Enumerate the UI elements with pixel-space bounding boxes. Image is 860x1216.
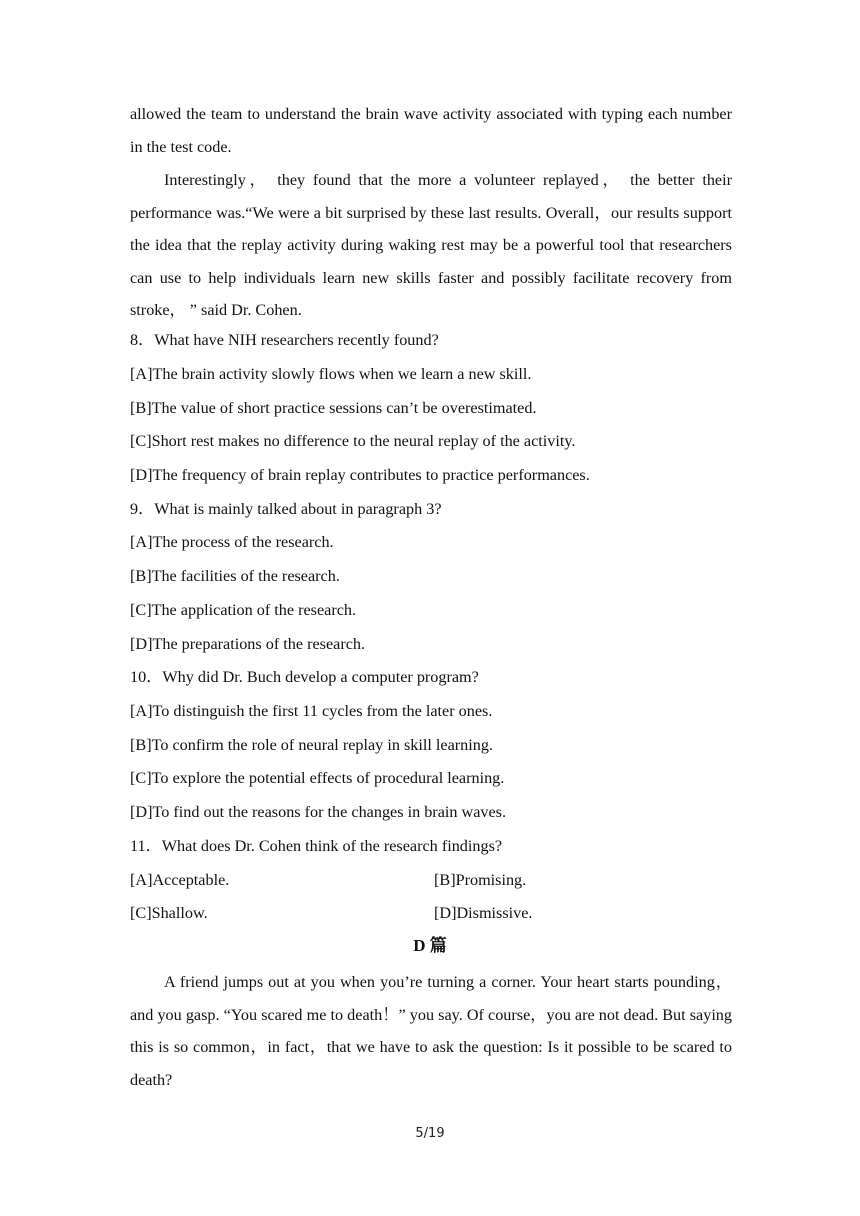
passage-paragraph-replay-results: Interestingly， they found that the more a volunteer replayed， the better their performance was.“We were a bit surprised by these last results. Overall，our results support the idea that the replay activity during waking rest may be a powerful tool that researchers can use to help individuals learn new skills faster and possibly facilitate recovery from stroke， ” said Dr. Cohen. — [130, 171, 732, 319]
question-11-option-d: [D]Dismissive. — [434, 904, 533, 922]
question-10-option-d: [D]To find out the reasons for the changes in brain waves. — [130, 803, 507, 821]
question-8-option-d: [D]The frequency of brain replay contributes to practice performances. — [130, 466, 590, 484]
question-9-option-a: [A]The process of the research. — [130, 533, 334, 551]
question-10-option-c: [C]To explore the potential effects of procedural learning. — [130, 769, 505, 787]
question-10-option-a: [A]To distinguish the first 11 cycles from the later ones. — [130, 702, 493, 720]
question-10-stem: 10．Why did Dr. Buch develop a computer program? — [130, 668, 479, 686]
question-8-stem: 8．What have NIH researchers recently found? — [130, 331, 439, 349]
question-8-option-a: [A]The brain activity slowly flows when we learn a new skill. — [130, 365, 532, 383]
section-heading: D 篇 — [413, 936, 447, 955]
question-8-option-c: [C]Short rest makes no difference to the neural replay of the activity. — [130, 432, 576, 450]
question-9-option-c: [C]The application of the research. — [130, 601, 357, 619]
question-11-stem: 11．What does Dr. Cohen think of the research findings? — [130, 837, 503, 855]
question-9-option-b: [B]The facilities of the research. — [130, 567, 340, 585]
passage-d-paragraph-1: A friend jumps out at you when you’re turning a corner. Your heart starts pounding，and you gasp. “You scared me to death！” you say. Of course，you are not dead. But saying this is so common，in fact，that we have to ask the question: Is it possible to be scared to death? — [130, 973, 732, 1089]
page-number: 5/19 — [415, 1126, 445, 1141]
question-10-option-b: [B]To confirm the role of neural replay in skill learning. — [130, 736, 493, 754]
question-11-option-c: [C]Shallow. — [130, 904, 208, 922]
question-11-option-a: [A]Acceptable. — [130, 871, 230, 889]
question-9-option-d: [D]The preparations of the research. — [130, 635, 366, 653]
question-8-option-b: [B]The value of short practice sessions can’t be overestimated. — [130, 399, 537, 417]
question-11-option-b: [B]Promising. — [434, 871, 527, 889]
question-9-stem: 9．What is mainly talked about in paragraph 3? — [130, 500, 442, 518]
passage-paragraph-continued: allowed the team to understand the brain wave activity associated with typing each number in the test code. — [130, 105, 732, 156]
